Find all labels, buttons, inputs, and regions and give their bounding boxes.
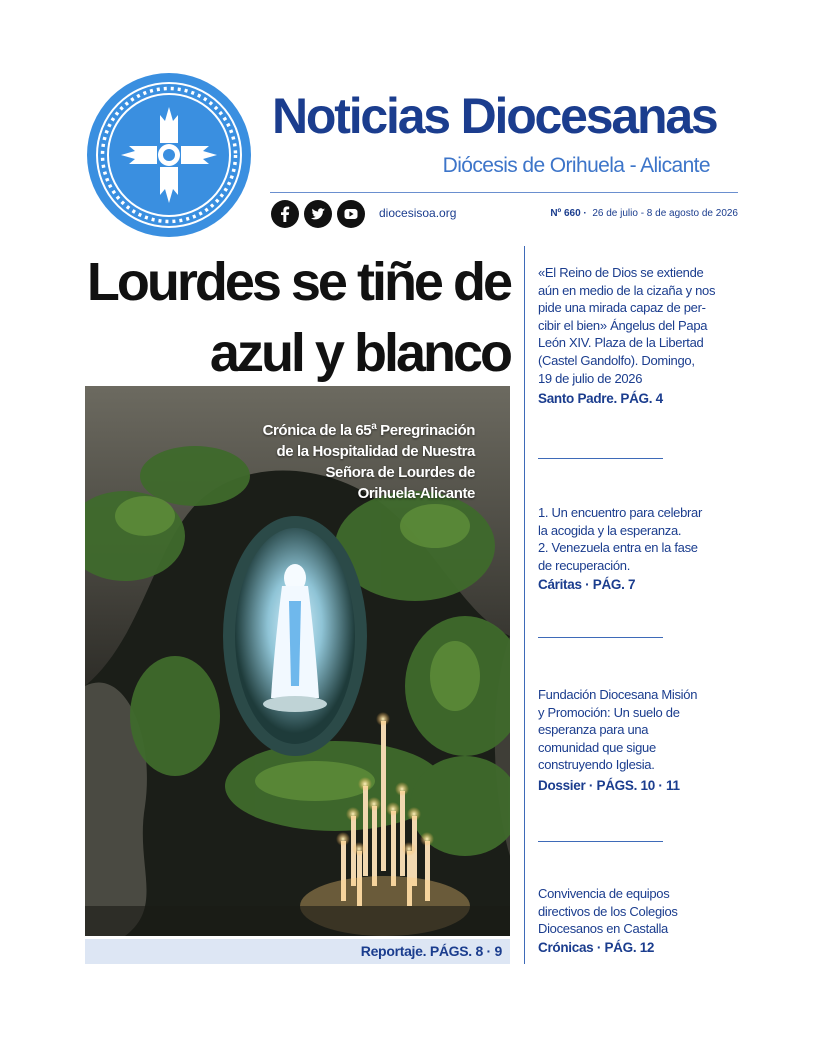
headline-line-1: Lourdes se tiñe de: [86, 252, 510, 312]
sidebar-item-colegios: [538, 885, 733, 938]
sidebar-line: y Promoción: Un suelo de: [538, 704, 680, 720]
website-link[interactable]: diocesisoa.org: [379, 206, 457, 220]
sidebar-ref-cronicas: Crónicas · PÁG. 12: [538, 940, 655, 955]
caption-line-4: Orihuela-Alicante: [357, 485, 475, 502]
masthead-title: Noticias Diocesanas: [272, 88, 717, 144]
sidebar-line: aún en medio de la cizaña y nos: [538, 282, 716, 298]
sidebar-line: esperanza para una: [538, 722, 649, 738]
sidebar-line: Convivencia de equipos: [538, 886, 670, 901]
masthead-divider: [270, 192, 738, 193]
sidebar-line: 19 de julio de 2026: [538, 370, 643, 386]
photo-caption: [200, 416, 475, 504]
caption-ordinal: a: [371, 421, 377, 432]
sidebar-rule: [538, 637, 663, 638]
sidebar-item-fundacion: [538, 686, 733, 774]
caption-line-1a: Crónica de la 65: [262, 422, 372, 439]
sidebar-line: 1. Un encuentro para celebrar: [538, 505, 703, 520]
sidebar-rule: [538, 458, 663, 459]
diocese-logo: [86, 72, 252, 238]
sidebar-line: Fundación Diocesana Misión: [538, 687, 698, 702]
sidebar-line: pide una mirada capaz de per-: [538, 300, 706, 316]
sidebar-line: comunidad que sigue: [538, 739, 656, 755]
sidebar-divider: [524, 246, 525, 964]
caption-line-3: Señora de Lourdes de: [325, 464, 475, 481]
sidebar-line: de recuperación.: [538, 557, 631, 573]
sidebar-line: «El Reino de Dios se extiende: [538, 265, 704, 280]
sidebar-item-angelus: [538, 264, 733, 387]
sidebar-line: 2. Venezuela entra en la fase: [538, 540, 698, 556]
sidebar-line: León XIV. Plaza de la Libertad: [538, 335, 704, 351]
sidebar-line: construyendo Iglesia.: [538, 757, 655, 773]
sidebar-line: cibir el bien» Ángelus del Papa: [538, 317, 708, 333]
sidebar-line: (Castel Gandolfo). Domingo,: [538, 352, 695, 368]
sidebar-ref-caritas: Cáritas · PÁG. 7: [538, 577, 636, 592]
caption-line-2: de la Hospitalidad de Nuestra: [276, 443, 475, 460]
youtube-icon[interactable]: [337, 200, 365, 228]
sidebar-item-caritas: [538, 504, 733, 574]
issue-number: Nº 660 ·: [550, 208, 587, 219]
facebook-icon[interactable]: [271, 200, 299, 228]
caption-line-1b: Peregrinación: [376, 422, 475, 439]
issue-info: [538, 208, 738, 219]
sidebar-line: Diocesanos en Castalla: [538, 921, 668, 937]
sidebar-ref-santo-padre: Santo Padre. PÁG. 4: [538, 391, 663, 406]
issue-dates: 26 de julio - 8 de agosto de 2026: [592, 208, 738, 219]
sidebar-ref-dossier: Dossier · PÁGS. 10 · 11: [538, 778, 680, 793]
sidebar-rule: [538, 841, 663, 842]
masthead-subtitle: Diócesis de Orihuela - Alicante: [442, 154, 710, 177]
headline-line-2: azul y blanco: [209, 323, 510, 383]
sidebar-line: la acogida y la esperanza.: [538, 522, 682, 538]
twitter-icon[interactable]: [304, 200, 332, 228]
report-page-reference: Reportaje. PÁGS. 8 · 9: [360, 943, 502, 959]
sidebar-line: directivos de los Colegios: [538, 903, 678, 919]
